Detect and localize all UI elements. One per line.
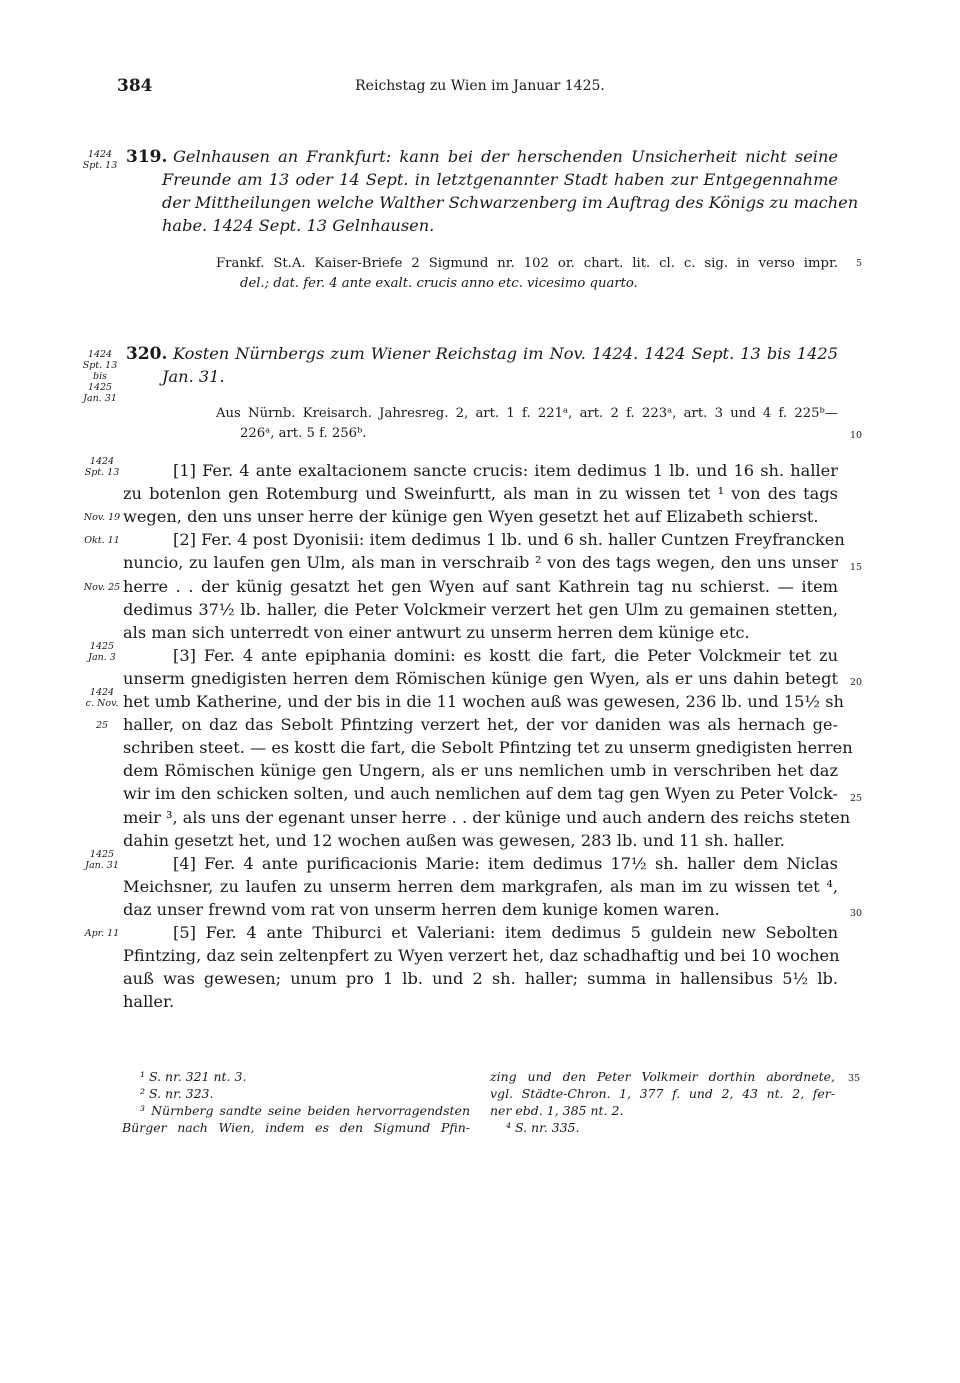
- entry-title-line: Gelnhausen an Frankfurt: kann bei der herschenden Unsicherheit nicht seine: [173, 147, 838, 166]
- body-line: schriben steet. — es kostt die fart, die Sebolt Pfintzing tet zu unserm gnedigisten herren: [123, 738, 853, 758]
- body-margin-date: Nov. 19: [83, 512, 121, 524]
- body-line: wegen, den uns unser herre der künige gen Wyen gesetzt het auf Elizabeth schierst.: [123, 507, 819, 527]
- footnote: ner ebd. 1, 385 nt. 2.: [490, 1103, 624, 1118]
- footnote: ⁴ S. nr. 335.: [506, 1120, 580, 1135]
- body-line: wir im den schicken solten, und auch nemlichen auf dem tag gen Wyen zu Peter Volck-: [123, 784, 838, 804]
- footnote: ¹ S. nr. 321 nt. 3.: [140, 1069, 247, 1084]
- margin-date-319: 1424 Spt. 13: [82, 149, 118, 171]
- entry-number-319: 319.: [126, 147, 168, 167]
- body-line: Meichsner, zu laufen zu unserm herren dem markgrafen, als man im zu wissen tet ⁴,: [123, 876, 838, 896]
- line-number: 15: [850, 562, 863, 573]
- entry-title-line: Kosten Nürnbergs zum Wiener Reichstag im Nov. 1424. 1424 Sept. 13 bis 1425: [173, 344, 838, 363]
- entry-title-line: der Mittheilungen welche Walther Schwarzenberg im Auftrag des Königs zu machen: [162, 193, 859, 212]
- body-line: dem Römischen künige gen Ungern, als er uns nemlichen umb in verschriben het daz: [123, 761, 838, 781]
- body-line: nuncio, zu laufen gen Ulm, als man in verschraib ² von des tags wegen, den uns unser: [123, 553, 838, 573]
- body-line: zu botenlon gen Rotemburg und Sweinfurtt, als man in zu wissen tet ¹ von des tags: [123, 484, 838, 504]
- body-line: unserm gnedigisten herren dem Römischen künige gen Wyen, als er uns dahin betegt: [123, 668, 838, 688]
- body-line: meir ³, als uns der egenant unser herre . . der künige und auch andern des reichs steten: [123, 807, 851, 827]
- body-line: [4] Fer. 4 ante purificacionis Marie: item dedimus 17½ sh. haller dem Niclas: [173, 853, 838, 873]
- page-number: 384: [117, 76, 153, 96]
- source-line: Aus Nürnb. Kreisarch. Jahresreg. 2, art. 1 f. 221ᵃ, art. 2 f. 223ᵃ, art. 3 und 4 f. 225ᵇ—: [216, 406, 838, 421]
- entry-title-line: Jan. 31.: [162, 367, 225, 386]
- body-margin-date: Apr. 11: [84, 928, 120, 939]
- body-line: herre . . der künig gesatzt het gen Wyen auf sant Kathrein tag nu schierst. — item: [123, 576, 838, 596]
- source-line: del.; dat. fer. 4 ante exalt. crucis anno etc. vicesimo quarto.: [240, 276, 638, 291]
- body-margin-date: 1425 Jan. 3: [88, 640, 116, 663]
- footnote: ² S. nr. 323.: [140, 1086, 214, 1101]
- entry-title-line: habe. 1424 Sept. 13 Gelnhausen.: [162, 216, 435, 235]
- body-margin-date: 25: [95, 720, 109, 732]
- line-number: 25: [850, 793, 863, 804]
- line-number: 35: [848, 1073, 861, 1084]
- body-line: Pfintzing, daz sein zeltenpfert zu Wyen verzert het, daz schadhaftig und bei 10 wochen: [123, 946, 840, 966]
- footnote: vgl. Städte-Chron. 1, 377 f. und 2, 43 nt. 2, fer-: [490, 1086, 835, 1101]
- body-line: [3] Fer. 4 ante epiphania domini: es kostt die fart, die Peter Volckmeir tet zu: [173, 645, 838, 665]
- body-margin-date: 1424 c. Nov.: [85, 687, 119, 709]
- body-line: dahin gesetzt het, und 12 wochen außen was gewesen, 283 lb. und 11 sh. haller.: [123, 830, 785, 850]
- body-line: [5] Fer. 4 ante Thiburci et Valeriani: item dedimus 5 guldein new Sebolten: [173, 923, 838, 942]
- body-margin-date: 1424 Spt. 13: [84, 456, 120, 478]
- source-line: Frankf. St.A. Kaiser-Briefe 2 Sigmund nr. 102 or. chart. lit. cl. c. sig. in verso impr.: [216, 256, 838, 271]
- body-line: [2] Fer. 4 post Dyonisii: item dedimus 1 lb. und 6 sh. haller Cuntzen Freyfrancken: [173, 530, 845, 550]
- body-line: daz unser frewnd vom rat von unserm herren dem kunige komen waren.: [123, 899, 720, 919]
- entry-title-line: Freunde am 13 oder 14 Sept. in letztgenannter Stadt haben zur Entgegennahme: [162, 170, 838, 189]
- footnote: zing und den Peter Volkmeir dorthin abordnete,: [490, 1069, 835, 1084]
- body-line: het umb Katherine, und der bis in die 11 wochen auß was gewesen, 236 lb. und 15½ sh: [123, 692, 844, 711]
- body-margin-date: 1425 Jan. 31: [85, 848, 119, 871]
- source-line: 226ᵃ, art. 5 f. 256ᵇ.: [240, 426, 367, 441]
- body-line: dedimus 37½ lb. haller, die Peter Volckmeir verzert het gen Ulm zu gemainen stetten,: [123, 599, 838, 619]
- body-margin-date: Nov. 25: [83, 581, 121, 593]
- body-line: als man sich unterredt von einer antwurt zu unserm herren dem künige etc.: [123, 622, 750, 642]
- footnote: ³ Nürnberg sandte seine beiden hervorragendsten: [140, 1103, 470, 1118]
- running-title: Reichstag zu Wien im Januar 1425.: [355, 78, 605, 94]
- body-line: auß was gewesen; unum pro 1 lb. und 2 sh. haller; summa in hallensibus 5½ lb.: [123, 969, 838, 989]
- line-number: 5: [856, 258, 863, 269]
- line-number: 20: [850, 677, 863, 688]
- footnote: Bürger nach Wien, indem es den Sigmund Pfin-: [122, 1120, 470, 1135]
- body-line: haller.: [123, 992, 175, 1012]
- body-line: [1] Fer. 4 ante exaltacionem sancte crucis: item dedimus 1 lb. und 16 sh. haller: [173, 461, 838, 480]
- entry-number-320: 320.: [126, 344, 168, 364]
- line-number: 10: [850, 430, 863, 441]
- margin-date-320: 1424 Spt. 13 bis 1425 Jan. 31: [82, 349, 118, 404]
- body-line: haller, on daz das Sebolt Pfintzing verzert het, der vor daniden was als hernach ge-: [123, 715, 838, 735]
- line-number: 30: [850, 908, 863, 919]
- body-margin-date: Okt. 11: [84, 535, 120, 547]
